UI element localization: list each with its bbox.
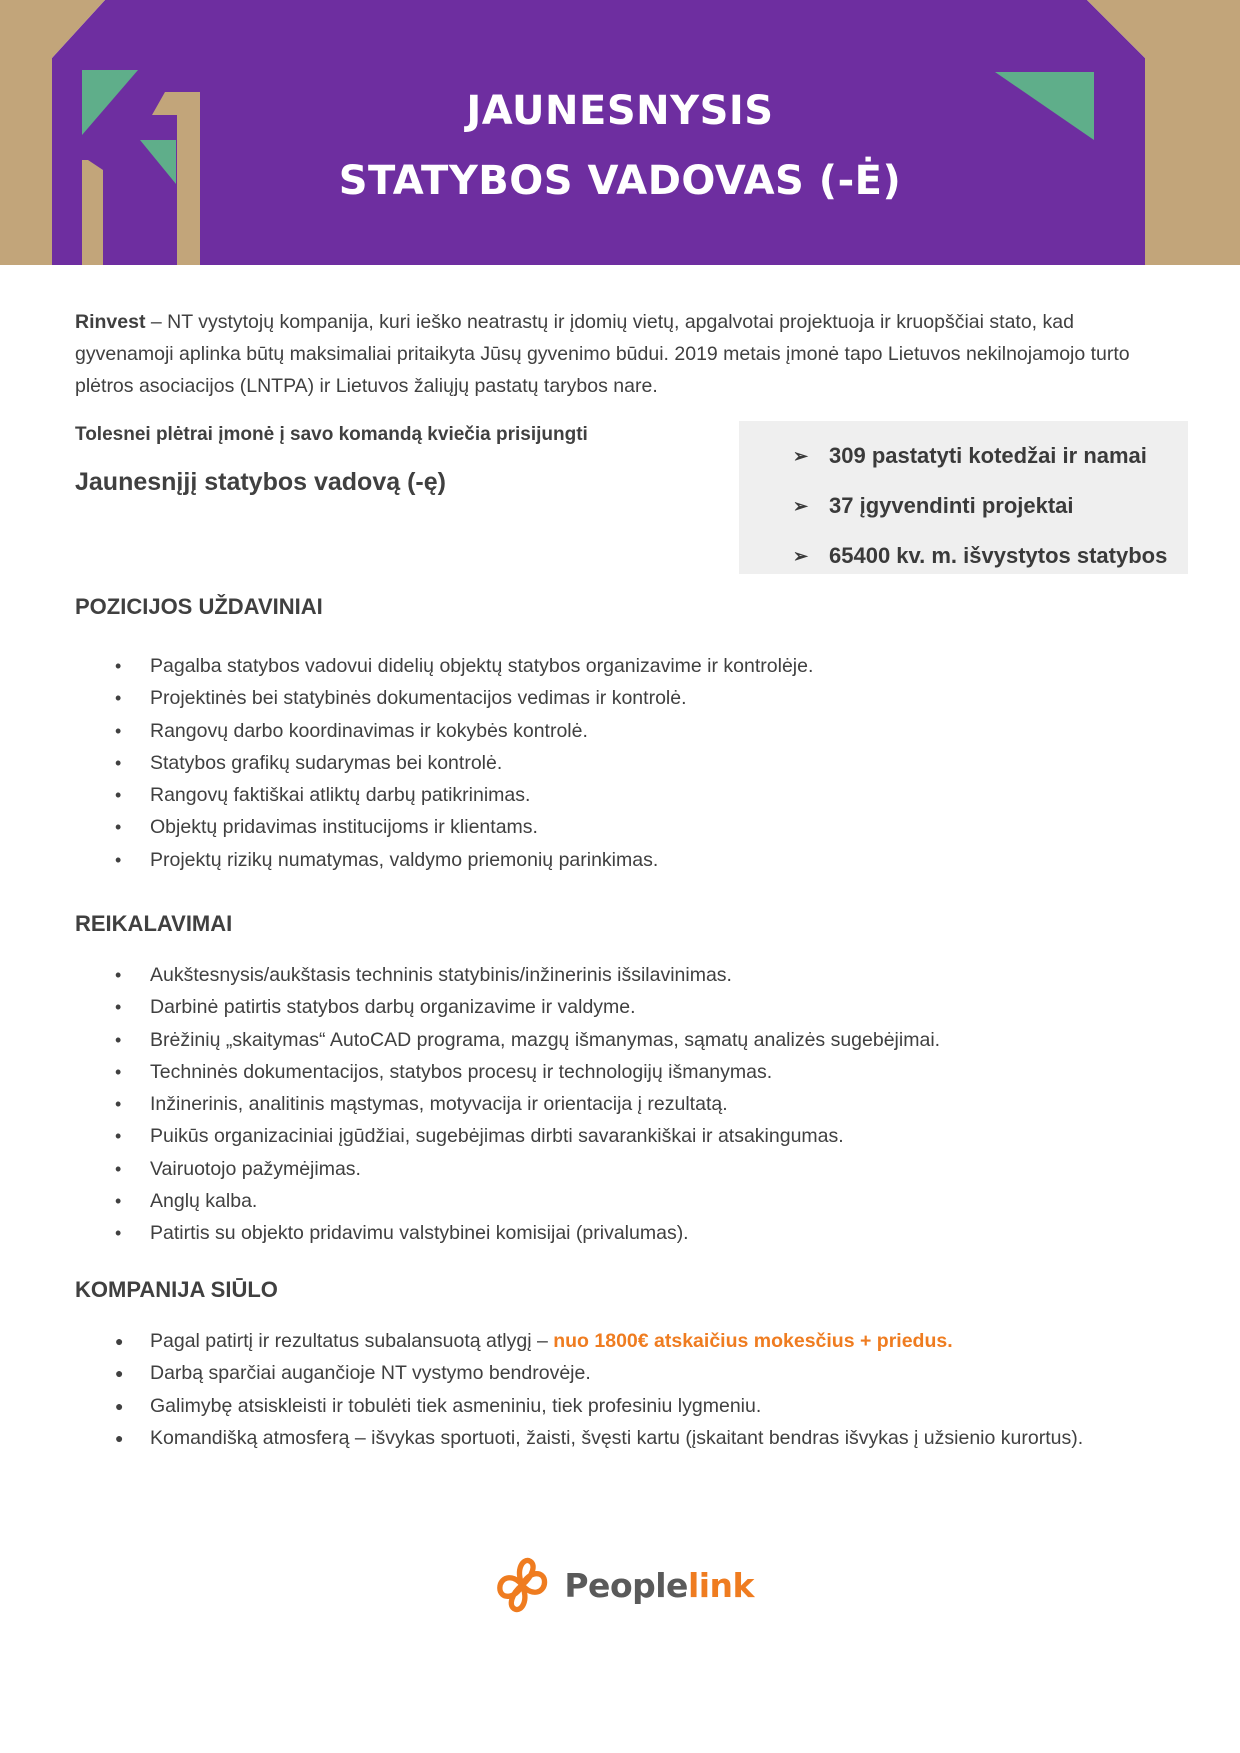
salary-highlight: nuo 1800€ atskaičius mokesčius + priedus. bbox=[553, 1330, 953, 1352]
header-banner bbox=[0, 0, 1240, 265]
bullet-icon: • bbox=[115, 752, 122, 773]
stat-item: ➢ 309 pastatyti kotedžai ir namai bbox=[739, 431, 1188, 481]
arrow-bullet-icon: ➢ bbox=[793, 445, 809, 466]
list-item: • Puikūs organizaciniai įgūdžiai, sugebėjimas dirbti savarankiškai ir atsakingumas. bbox=[75, 1120, 1175, 1152]
bullet-icon: ● bbox=[115, 1429, 124, 1446]
title-line-1: JAUNESNYSIS bbox=[466, 88, 774, 134]
list-item: ● Galimybę atsiskleisti ir tobulėti tiek asmeniniu, tiek profesiniu lygmeniu. bbox=[75, 1390, 1175, 1422]
bullet-icon: • bbox=[115, 997, 122, 1018]
peoplelink-logo-icon bbox=[494, 1554, 550, 1616]
list-item: • Inžinerinis, analitinis mąstymas, motyvacija ir orientacija į rezultatą. bbox=[75, 1088, 1175, 1120]
list-item: • Techninės dokumentacijos, statybos procesų ir technologijų išmanymas. bbox=[75, 1056, 1175, 1088]
bullet-icon: ● bbox=[115, 1365, 124, 1382]
list-item: • Statybos grafikų sudarymas bei kontrolė. bbox=[75, 747, 1175, 779]
list-item: • Rangovų darbo koordinavimas ir kokybės kontrolė. bbox=[75, 715, 1175, 747]
page-title bbox=[0, 76, 1240, 216]
tasks-section bbox=[75, 594, 1175, 876]
company-description: – NT vystytojų kompanija, kuri ieško neatrastų ir įdomių vietų, apgalvotai projektuoja ir kruopščiai stato, kad gyvenamoji aplinka būtų maksimaliai pritaikyta Jūsų gyvenimo būdui. 2019 metais įmonė tapo Lietuvos nekilnojamojo turto plėtros asociacijos (LNTPA) ir Lietuvos žaliųjų pastatų tarybos nare. bbox=[75, 311, 1130, 397]
offer-list bbox=[75, 1325, 1175, 1454]
bullet-icon: • bbox=[115, 720, 122, 741]
bullet-icon: • bbox=[115, 1191, 122, 1212]
stat-item: ➢ 37 įgyvendinti projektai bbox=[739, 481, 1188, 531]
bullet-icon: • bbox=[115, 817, 122, 838]
list-item: • Projektinės bei statybinės dokumentacijos vedimas ir kontrolė. bbox=[75, 682, 1175, 714]
requirements-section bbox=[75, 911, 1175, 1250]
invite-line: Tolesnei plėtrai įmonė į savo komandą kviečia prisijungti bbox=[75, 424, 588, 445]
list-item: • Rangovų faktiškai atliktų darbų patikrinimas. bbox=[75, 779, 1175, 811]
bullet-icon: • bbox=[115, 1223, 122, 1244]
list-item: ● Komandišką atmosferą – išvykas sportuoti, žaisti, švęsti kartu (įskaitant bendras išvykas į užsienio kurortus). bbox=[75, 1422, 1175, 1454]
stats-box bbox=[739, 421, 1188, 574]
bullet-icon: • bbox=[115, 688, 122, 709]
bullet-icon: • bbox=[115, 1126, 122, 1147]
offer-section bbox=[75, 1277, 1175, 1454]
list-item: ● Darbą sparčiai augančioje NT vystymo bendrovėje. bbox=[75, 1357, 1175, 1389]
title-line-2: STATYBOS VADOVAS (-Ė) bbox=[338, 158, 902, 204]
stat-item: ➢ 65400 kv. m. išvystytos statybos bbox=[739, 531, 1188, 581]
offer-heading: KOMPANIJA SIŪLO bbox=[75, 1277, 278, 1302]
list-item: • Darbinė patirtis statybos darbų organizavime ir valdyme. bbox=[75, 991, 1175, 1023]
bullet-icon: • bbox=[115, 1061, 122, 1082]
bullet-icon: • bbox=[115, 656, 122, 676]
invite-block bbox=[75, 424, 715, 497]
bullet-icon: • bbox=[115, 1158, 122, 1179]
list-item: • Brėžinių „skaitymas“ AutoCAD programa, mazgų išmanymas, sąmatų analizės sugebėjimai. bbox=[75, 1024, 1175, 1056]
bullet-icon: • bbox=[115, 1029, 122, 1050]
tasks-list bbox=[75, 650, 1175, 876]
bullet-icon: • bbox=[115, 849, 122, 870]
list-item: • Projektų rizikų numatymas, valdymo priemonių parinkimas. bbox=[75, 844, 1175, 876]
company-name: Rinvest bbox=[75, 311, 146, 333]
bullet-icon: ● bbox=[115, 1397, 124, 1414]
arrow-bullet-icon: ➢ bbox=[793, 545, 809, 566]
bullet-icon: • bbox=[115, 785, 122, 806]
bullet-icon: • bbox=[115, 1094, 122, 1115]
requirements-list bbox=[75, 959, 1175, 1250]
bullet-icon: • bbox=[115, 965, 122, 985]
bullet-icon: ● bbox=[115, 1333, 124, 1349]
intro-paragraph bbox=[75, 306, 1167, 402]
tasks-heading: POZICIJOS UŽDAVINIAI bbox=[75, 594, 323, 619]
requirements-heading: REIKALAVIMAI bbox=[75, 911, 233, 936]
peoplelink-logo: Peoplelink bbox=[494, 1550, 754, 1620]
list-item: • Vairuotojo pažymėjimas. bbox=[75, 1153, 1175, 1185]
list-item: • Anglų kalba. bbox=[75, 1185, 1175, 1217]
list-item: ● Pagal patirtį ir rezultatus subalansuotą atlygį – nuo 1800€ atskaičius mokesčius + priedus. bbox=[75, 1325, 1175, 1357]
list-item: • Patirtis su objekto pridavimu valstybinei komisijai (privalumas). bbox=[75, 1217, 1175, 1249]
list-item: • Pagalba statybos vadovui didelių objektų statybos organizavime ir kontrolėje. bbox=[75, 650, 1175, 682]
job-role: Jaunesnįjį statybos vadovą (-ę) bbox=[75, 468, 446, 496]
arrow-bullet-icon: ➢ bbox=[793, 495, 809, 516]
list-item: • Aukštesnysis/aukštasis techninis statybinis/inžinerinis išsilavinimas. bbox=[75, 959, 1175, 991]
list-item: • Objektų pridavimas institucijoms ir klientams. bbox=[75, 811, 1175, 843]
